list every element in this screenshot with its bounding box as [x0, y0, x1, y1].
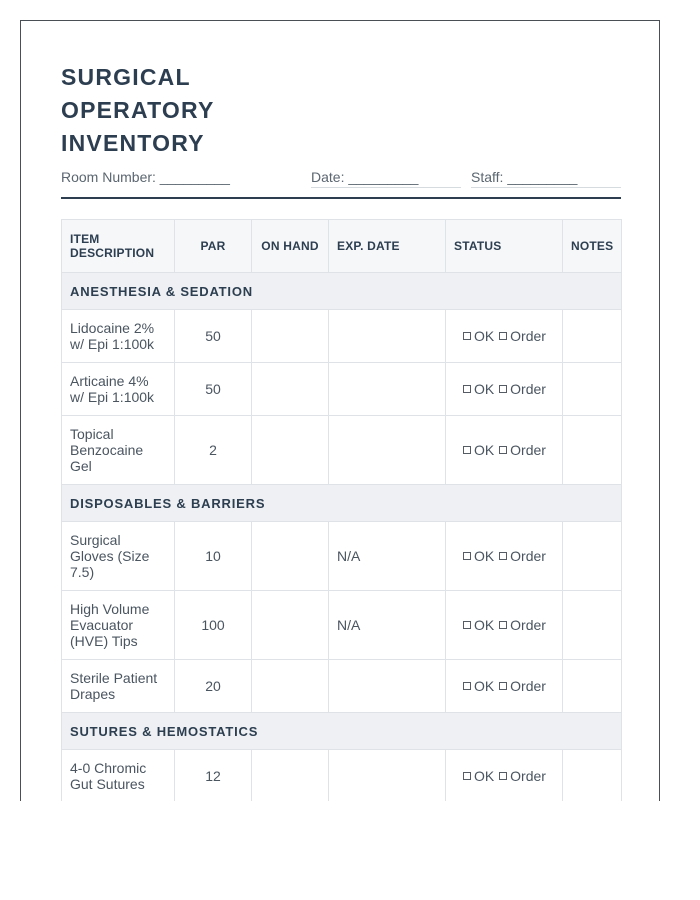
exp-date-cell[interactable]	[329, 750, 446, 802]
title-line: INVENTORY	[61, 130, 205, 156]
status-cell	[446, 660, 563, 713]
page-title	[61, 61, 321, 160]
par-value: 100	[175, 591, 252, 660]
ok-checkbox[interactable]	[463, 446, 471, 454]
inventory-table	[61, 219, 622, 801]
ok-checkbox[interactable]	[463, 772, 471, 780]
exp-date-cell[interactable]: N/A	[329, 522, 446, 591]
header-divider	[61, 197, 621, 199]
ok-label: OK	[474, 548, 495, 564]
ok-label: OK	[474, 768, 495, 784]
section-name: DISPOSABLES & BARRIERS	[62, 485, 622, 522]
status-cell	[446, 522, 563, 591]
column-header-par: PAR	[175, 220, 252, 273]
ok-label: OK	[474, 678, 495, 694]
order-label: Order	[510, 768, 546, 784]
table-row	[62, 363, 622, 416]
on-hand-cell[interactable]	[252, 363, 329, 416]
on-hand-cell[interactable]	[252, 750, 329, 802]
par-value: 50	[175, 363, 252, 416]
notes-cell[interactable]	[563, 750, 622, 802]
status-cell	[446, 416, 563, 485]
column-header-exp-date: EXP. DATE	[329, 220, 446, 273]
order-checkbox[interactable]	[499, 682, 507, 690]
table-row	[62, 310, 622, 363]
order-checkbox[interactable]	[499, 446, 507, 454]
section-name: SUTURES & HEMOSTATICS	[62, 713, 622, 750]
inventory-sheet	[20, 20, 660, 801]
ok-checkbox[interactable]	[463, 682, 471, 690]
form-meta-row	[61, 168, 621, 190]
item-description: Surgical Gloves (Size 7.5)	[62, 522, 175, 591]
item-description: Sterile Patient Drapes	[62, 660, 175, 713]
par-value: 10	[175, 522, 252, 591]
exp-date-cell[interactable]: N/A	[329, 591, 446, 660]
section-header-row	[62, 713, 622, 750]
ok-label: OK	[474, 381, 495, 397]
status-cell	[446, 750, 563, 802]
order-checkbox[interactable]	[499, 621, 507, 629]
status-cell	[446, 363, 563, 416]
status-cell	[446, 310, 563, 363]
par-value: 2	[175, 416, 252, 485]
item-description: Articaine 4% w/ Epi 1:100k	[62, 363, 175, 416]
order-checkbox[interactable]	[499, 385, 507, 393]
ok-checkbox[interactable]	[463, 621, 471, 629]
ok-checkbox[interactable]	[463, 332, 471, 340]
room-number-field[interactable]: Room Number: _________	[61, 169, 230, 185]
column-header-on-hand: ON HAND	[252, 220, 329, 273]
exp-date-cell[interactable]	[329, 363, 446, 416]
order-label: Order	[510, 617, 546, 633]
order-label: Order	[510, 381, 546, 397]
order-label: Order	[510, 548, 546, 564]
notes-cell[interactable]	[563, 416, 622, 485]
order-label: Order	[510, 442, 546, 458]
column-header-status: STATUS	[446, 220, 563, 273]
on-hand-cell[interactable]	[252, 416, 329, 485]
par-value: 12	[175, 750, 252, 802]
table-row	[62, 591, 622, 660]
notes-cell[interactable]	[563, 660, 622, 713]
item-description: 4-0 Chromic Gut Sutures	[62, 750, 175, 802]
column-header-item: ITEM DESCRIPTION	[62, 220, 175, 273]
column-header-notes: NOTES	[563, 220, 622, 273]
table-row	[62, 522, 622, 591]
item-description: Topical Benzocaine Gel	[62, 416, 175, 485]
item-description: High Volume Evacuator (HVE) Tips	[62, 591, 175, 660]
ok-label: OK	[474, 617, 495, 633]
order-checkbox[interactable]	[499, 552, 507, 560]
section-name: ANESTHESIA & SEDATION	[62, 273, 622, 310]
on-hand-cell[interactable]	[252, 522, 329, 591]
title-line: SURGICAL	[61, 64, 191, 90]
exp-date-cell[interactable]	[329, 416, 446, 485]
notes-cell[interactable]	[563, 522, 622, 591]
notes-cell[interactable]	[563, 591, 622, 660]
ok-label: OK	[474, 442, 495, 458]
table-row	[62, 750, 622, 802]
item-description: Lidocaine 2% w/ Epi 1:100k	[62, 310, 175, 363]
status-cell	[446, 591, 563, 660]
notes-cell[interactable]	[563, 310, 622, 363]
exp-date-cell[interactable]	[329, 660, 446, 713]
order-checkbox[interactable]	[499, 772, 507, 780]
notes-cell[interactable]	[563, 363, 622, 416]
table-header-row	[62, 220, 622, 273]
on-hand-cell[interactable]	[252, 310, 329, 363]
on-hand-cell[interactable]	[252, 660, 329, 713]
order-label: Order	[510, 678, 546, 694]
par-value: 50	[175, 310, 252, 363]
ok-checkbox[interactable]	[463, 552, 471, 560]
exp-date-cell[interactable]	[329, 310, 446, 363]
table-row	[62, 660, 622, 713]
date-field[interactable]: Date: _________	[311, 168, 461, 188]
staff-field[interactable]: Staff: _________	[471, 168, 621, 188]
ok-label: OK	[474, 328, 495, 344]
table-row	[62, 416, 622, 485]
par-value: 20	[175, 660, 252, 713]
on-hand-cell[interactable]	[252, 591, 329, 660]
table-body	[62, 273, 622, 802]
order-label: Order	[510, 328, 546, 344]
order-checkbox[interactable]	[499, 332, 507, 340]
title-line: OPERATORY	[61, 97, 215, 123]
ok-checkbox[interactable]	[463, 385, 471, 393]
section-header-row	[62, 273, 622, 310]
section-header-row	[62, 485, 622, 522]
